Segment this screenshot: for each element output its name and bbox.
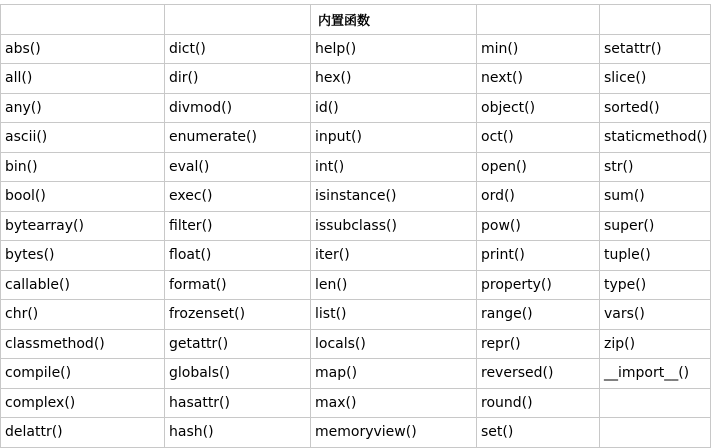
function-name-cell: range() xyxy=(477,300,600,330)
function-name-cell: open() xyxy=(477,152,600,182)
header-blank-cell xyxy=(477,5,600,35)
function-name-cell: memoryview() xyxy=(311,418,477,448)
function-name-cell: exec() xyxy=(165,182,311,212)
function-name-cell: iter() xyxy=(311,241,477,271)
table-title: 内置函数 xyxy=(311,5,477,35)
table-row xyxy=(1,329,711,359)
function-name-cell: classmethod() xyxy=(1,329,165,359)
function-name-cell: delattr() xyxy=(1,418,165,448)
function-name-cell: map() xyxy=(311,359,477,389)
function-name-cell: setattr() xyxy=(600,34,711,64)
function-name-cell: ascii() xyxy=(1,123,165,153)
function-name-cell: divmod() xyxy=(165,93,311,123)
function-name-cell: dir() xyxy=(165,64,311,94)
table-row xyxy=(1,93,711,123)
function-name-cell: slice() xyxy=(600,64,711,94)
function-name-cell: abs() xyxy=(1,34,165,64)
function-name-cell: set() xyxy=(477,418,600,448)
function-name-cell: round() xyxy=(477,388,600,418)
function-name-cell: isinstance() xyxy=(311,182,477,212)
function-name-cell: min() xyxy=(477,34,600,64)
table-row xyxy=(1,388,711,418)
function-name-cell xyxy=(600,418,711,448)
function-name-cell: chr() xyxy=(1,300,165,330)
function-name-cell: repr() xyxy=(477,329,600,359)
function-name-cell: float() xyxy=(165,241,311,271)
function-name-cell: next() xyxy=(477,64,600,94)
function-name-cell: super() xyxy=(600,211,711,241)
table-row xyxy=(1,359,711,389)
function-name-cell: type() xyxy=(600,270,711,300)
table-row xyxy=(1,211,711,241)
function-name-cell: compile() xyxy=(1,359,165,389)
function-name-cell: bytearray() xyxy=(1,211,165,241)
table-row xyxy=(1,270,711,300)
function-name-cell: object() xyxy=(477,93,600,123)
table-row xyxy=(1,182,711,212)
function-name-cell: hex() xyxy=(311,64,477,94)
table-row xyxy=(1,418,711,448)
function-name-cell: list() xyxy=(311,300,477,330)
function-name-cell: len() xyxy=(311,270,477,300)
function-name-cell: input() xyxy=(311,123,477,153)
function-name-cell: max() xyxy=(311,388,477,418)
function-name-cell: ord() xyxy=(477,182,600,212)
function-name-cell: frozenset() xyxy=(165,300,311,330)
function-name-cell: zip() xyxy=(600,329,711,359)
function-name-cell: str() xyxy=(600,152,711,182)
table-row xyxy=(1,64,711,94)
function-name-cell: staticmethod() xyxy=(600,123,711,153)
function-name-cell: __import__() xyxy=(600,359,711,389)
function-name-cell: help() xyxy=(311,34,477,64)
header-blank-cell xyxy=(600,5,711,35)
function-name-cell: pow() xyxy=(477,211,600,241)
table-row xyxy=(1,34,711,64)
function-name-cell: bin() xyxy=(1,152,165,182)
function-name-cell: vars() xyxy=(600,300,711,330)
function-name-cell: locals() xyxy=(311,329,477,359)
function-name-cell: hash() xyxy=(165,418,311,448)
function-name-cell: oct() xyxy=(477,123,600,153)
table-row xyxy=(1,300,711,330)
header-blank-cell xyxy=(1,5,165,35)
table-row xyxy=(1,241,711,271)
builtin-functions-table xyxy=(0,4,711,448)
function-name-cell: sum() xyxy=(600,182,711,212)
table-body xyxy=(1,34,711,447)
function-name-cell: enumerate() xyxy=(165,123,311,153)
function-name-cell: getattr() xyxy=(165,329,311,359)
function-name-cell: print() xyxy=(477,241,600,271)
function-name-cell: any() xyxy=(1,93,165,123)
function-name-cell: bytes() xyxy=(1,241,165,271)
function-name-cell: int() xyxy=(311,152,477,182)
function-name-cell: reversed() xyxy=(477,359,600,389)
function-name-cell: property() xyxy=(477,270,600,300)
function-name-cell: dict() xyxy=(165,34,311,64)
function-name-cell: callable() xyxy=(1,270,165,300)
function-name-cell: bool() xyxy=(1,182,165,212)
table-row xyxy=(1,123,711,153)
function-name-cell: issubclass() xyxy=(311,211,477,241)
function-name-cell: globals() xyxy=(165,359,311,389)
function-name-cell: filter() xyxy=(165,211,311,241)
function-name-cell: complex() xyxy=(1,388,165,418)
function-name-cell: eval() xyxy=(165,152,311,182)
function-name-cell: hasattr() xyxy=(165,388,311,418)
table-row xyxy=(1,152,711,182)
function-name-cell: id() xyxy=(311,93,477,123)
header-blank-cell xyxy=(165,5,311,35)
function-name-cell: all() xyxy=(1,64,165,94)
function-name-cell: tuple() xyxy=(600,241,711,271)
function-name-cell xyxy=(600,388,711,418)
table-header-row xyxy=(1,5,711,35)
function-name-cell: format() xyxy=(165,270,311,300)
function-name-cell: sorted() xyxy=(600,93,711,123)
